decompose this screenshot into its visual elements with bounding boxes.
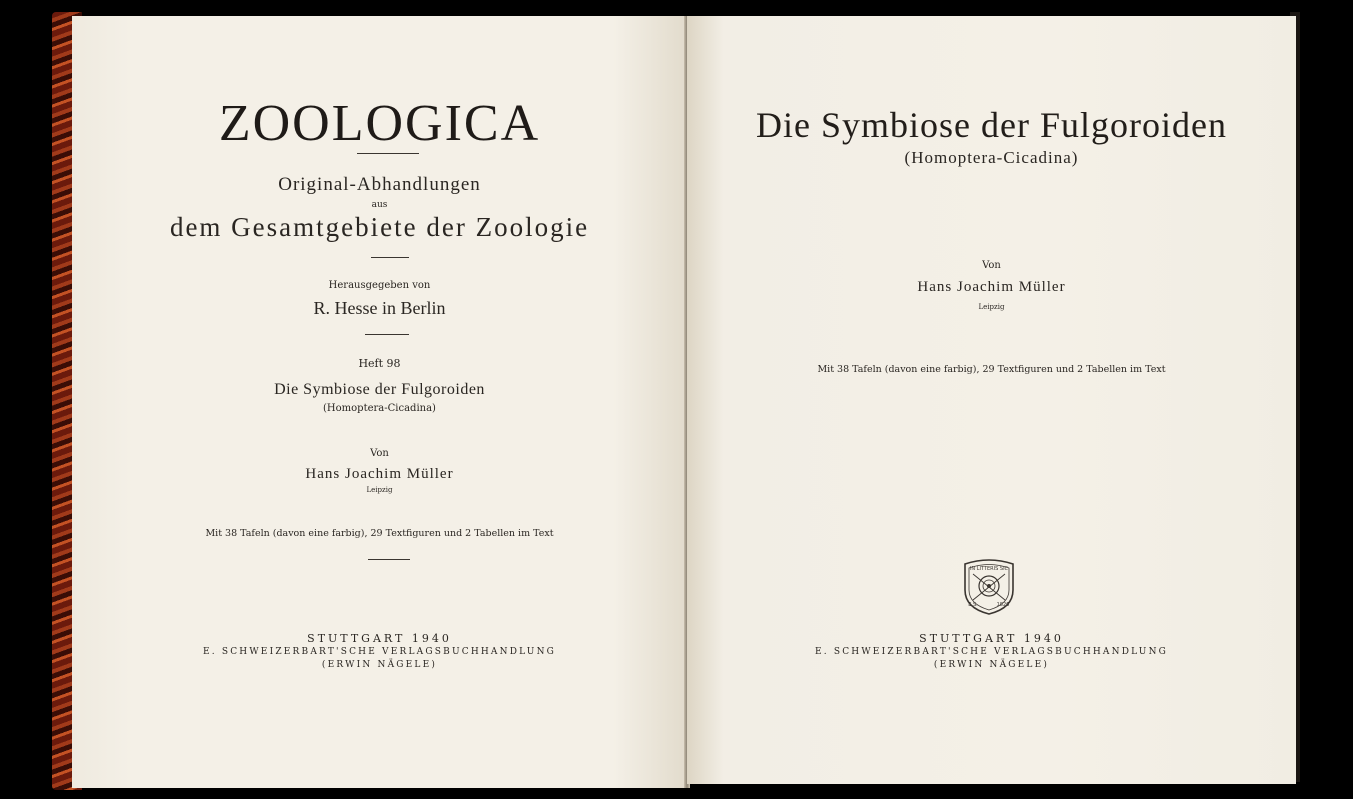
divider-2 (371, 257, 409, 258)
imprint-publisher: E. SCHWEIZERBART'SCHE VERLAGSBUCHHANDLUNG (202, 647, 557, 657)
svg-text:E.S.: E.S. (968, 602, 978, 608)
svg-text:1826: 1826 (996, 602, 1010, 608)
divider-1 (357, 153, 419, 154)
divider-3 (365, 334, 409, 335)
right-page (687, 16, 1296, 784)
series-title: ZOOLOGICA (218, 95, 541, 152)
work-title: Die Symbiose der Fulgoroiden (274, 381, 485, 398)
svg-text:IN LITTERIS SIC: IN LITTERIS SIC (969, 566, 1009, 572)
work-subtitle-large: (Homoptera-Cicadina) (904, 148, 1079, 167)
editor-name: R. Hesse in Berlin (313, 298, 446, 318)
imprint-owner: (ERWIN NÄGELE) (933, 660, 1050, 670)
subtitle-line1: Original-Abhandlungen (278, 174, 481, 195)
author-city: Leipzig (366, 486, 393, 494)
issue-number: Heft 98 (358, 357, 401, 370)
subtitle-line2: dem Gesamtgebiete der Zoologie (169, 212, 590, 242)
by-label: Von (370, 448, 389, 459)
imprint-city-year: STUTTGART 1940 (307, 632, 452, 645)
author-name: Hans Joachim Müller (305, 466, 454, 482)
publisher-seal-icon (959, 556, 1019, 616)
left-page (72, 16, 687, 788)
work-title-large: Die Symbiose der Fulgoroiden (756, 105, 1227, 145)
contents-note: Mit 38 Tafeln (davon eine farbig), 29 Textfiguren und 2 Tabellen im Text (205, 528, 554, 539)
imprint-owner: (ERWIN NÄGELE) (321, 660, 438, 670)
imprint-city-year: STUTTGART 1940 (919, 632, 1064, 645)
contents-note: Mit 38 Tafeln (davon eine farbig), 29 Textfiguren und 2 Tabellen im Text (817, 364, 1166, 375)
imprint-publisher: E. SCHWEIZERBART'SCHE VERLAGSBUCHHANDLUNG (814, 647, 1169, 657)
editor-label: Herausgegeben von (328, 280, 431, 291)
divider-4 (368, 559, 410, 560)
by-label: Von (982, 260, 1001, 271)
work-subtitle: (Homoptera-Cicadina) (323, 403, 436, 414)
author-city: Leipzig (978, 303, 1005, 311)
subtitle-aus: aus (371, 200, 388, 210)
author-name: Hans Joachim Müller (917, 279, 1066, 295)
